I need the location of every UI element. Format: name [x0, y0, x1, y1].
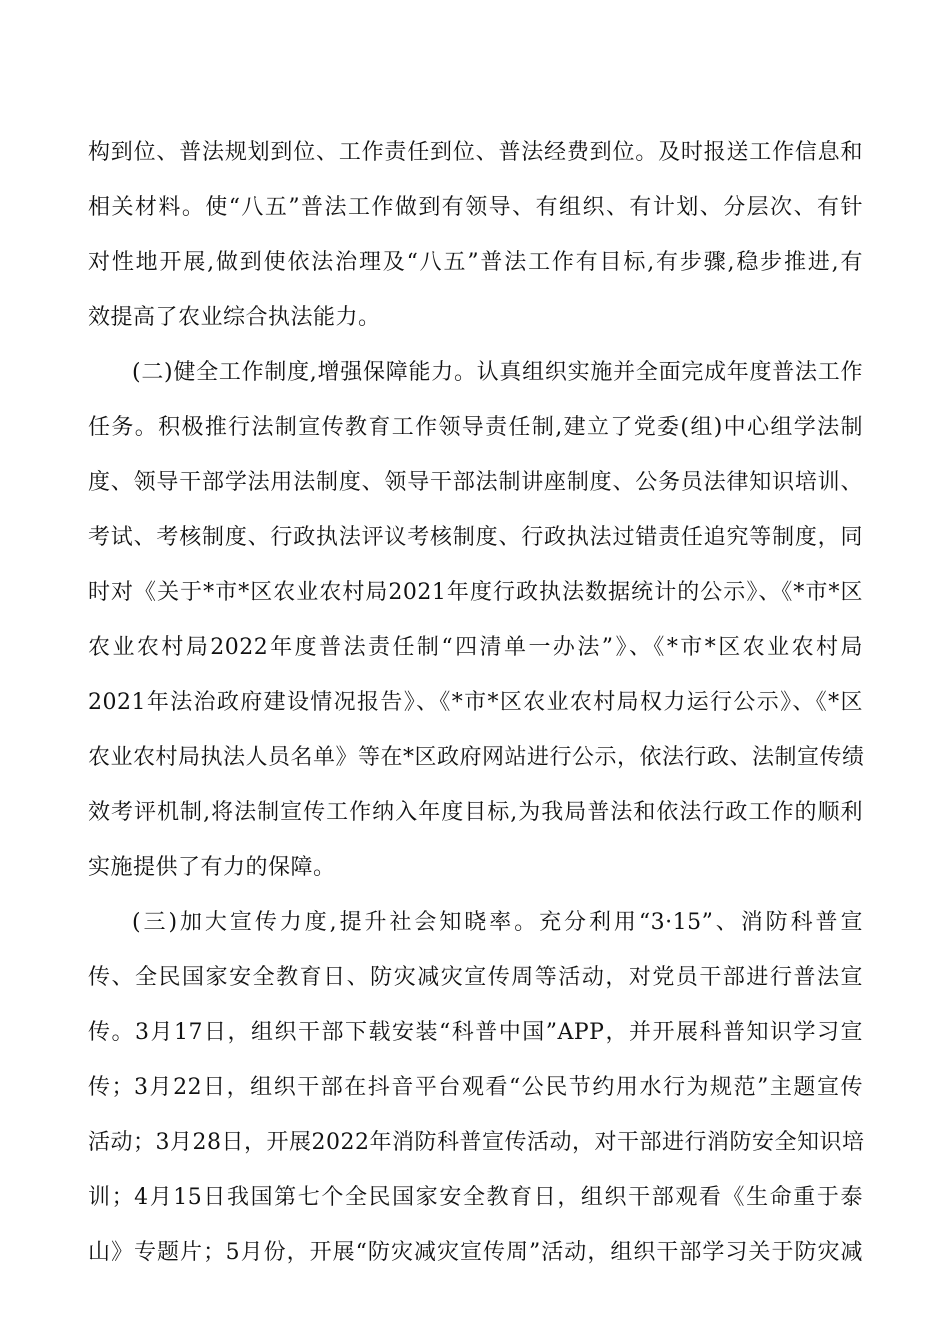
paragraph-1-line-2: 相关材料。使“八五”普法工作做到有领导、有组织、有计划、分层次、有针	[88, 195, 863, 220]
paragraph-1-line-3: 对性地开展,做到使依法治理及“八五”普法工作有目标,有步骤,稳步推进,有	[88, 250, 863, 275]
paragraph-3-line-6: 训；4月15日我国第七个全民国家安全教育日，组织干部观看《生命重于泰	[88, 1185, 863, 1210]
paragraph-2-line-7: 2021年法治政府建设情况报告》、《*市*区农业农村局权力运行公示》、《*区	[88, 690, 863, 715]
paragraph-3-line-2: 传、全民国家安全教育日、防灾减灾宣传周等活动，对党员干部进行普法宣	[88, 965, 863, 990]
paragraph-3-line-3: 传。3月17日，组织干部下载安装“科普中国”APP，并开展科普知识学习宣	[88, 1020, 863, 1045]
paragraph-2-line-1: (二)健全工作制度,增强保障能力。认真组织实施并全面完成年度普法工作	[132, 360, 863, 385]
paragraph-1-line-4: 效提高了农业综合执法能力。	[88, 305, 381, 330]
paragraph-2-line-4: 考试、考核制度、行政执法评议考核制度、行政执法过错责任追究等制度，同	[88, 525, 863, 550]
paragraph-3-line-7: 山》专题片；5月份，开展“防灾减灾宣传周”活动，组织干部学习关于防灾减	[88, 1240, 863, 1265]
paragraph-3-line-1: (三)加大宣传力度,提升社会知晓率。充分利用“3·15”、消防科普宣	[132, 910, 863, 935]
paragraph-2-line-8: 农业农村局执法人员名单》等在*区政府网站进行公示，依法行政、法制宣传绩	[88, 745, 865, 770]
paragraph-2-line-5: 时对《关于*市*区农业农村局2021年度行政执法数据统计的公示》、《*市*区	[88, 580, 863, 605]
paragraph-1-line-1: 构到位、普法规划到位、工作责任到位、普法经费到位。及时报送工作信息和	[88, 140, 863, 165]
paragraph-3-line-5: 活动；3月28日，开展2022年消防科普宣传活动，对干部进行消防安全知识培	[88, 1130, 865, 1155]
paragraph-2-line-6: 农业农村局2022年度普法责任制“四清单一办法”》、《*市*区农业农村局	[88, 635, 863, 660]
paragraph-2-line-2: 任务。积极推行法制宣传教育工作领导责任制,建立了党委(组)中心组学法制	[88, 415, 863, 440]
paragraph-2-line-3: 度、领导干部学法用法制度、领导干部法制讲座制度、公务员法律知识培训、	[88, 470, 863, 495]
paragraph-3-line-4: 传；3月22日，组织干部在抖音平台观看“公民节约用水行为规范”主题宣传	[88, 1075, 863, 1100]
paragraph-2-line-10: 实施提供了有力的保障。	[88, 855, 336, 880]
paragraph-2-line-9: 效考评机制,将法制宣传工作纳入年度目标,为我局普法和依法行政工作的顺利	[88, 800, 863, 825]
